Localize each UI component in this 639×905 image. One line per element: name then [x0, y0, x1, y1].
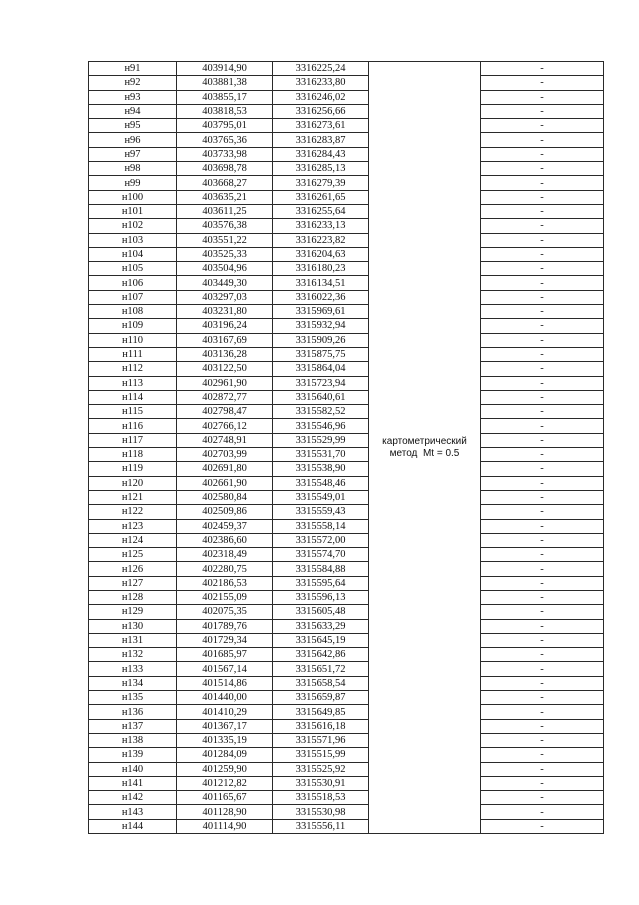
x-coordinate-cell: 403449,30 — [177, 276, 273, 290]
y-coordinate-cell: 3315932,94 — [273, 319, 369, 333]
table-row — [89, 490, 604, 504]
x-coordinate-cell: 403551,22 — [177, 233, 273, 247]
table-row — [89, 405, 604, 419]
table-row — [89, 319, 604, 333]
y-coordinate-cell: 3315525,92 — [273, 762, 369, 776]
note-cell: - — [481, 190, 604, 204]
y-coordinate-cell: 3316225,24 — [273, 62, 369, 76]
table-row — [89, 347, 604, 361]
y-coordinate-cell: 3315518,53 — [273, 791, 369, 805]
y-coordinate-cell: 3316284,43 — [273, 147, 369, 161]
point-name-cell: н106 — [89, 276, 177, 290]
note-cell: - — [481, 448, 604, 462]
y-coordinate-cell: 3315616,18 — [273, 719, 369, 733]
point-name-cell: н134 — [89, 676, 177, 690]
x-coordinate-cell: 402186,53 — [177, 576, 273, 590]
x-coordinate-cell: 402661,90 — [177, 476, 273, 490]
y-coordinate-cell: 3316255,64 — [273, 204, 369, 218]
x-coordinate-cell: 403795,01 — [177, 119, 273, 133]
note-cell: - — [481, 705, 604, 719]
note-cell: - — [481, 576, 604, 590]
note-cell: - — [481, 247, 604, 261]
x-coordinate-cell: 401335,19 — [177, 733, 273, 747]
x-coordinate-cell: 402386,60 — [177, 533, 273, 547]
note-cell: - — [481, 733, 604, 747]
x-coordinate-cell: 403122,50 — [177, 362, 273, 376]
point-name-cell: н110 — [89, 333, 177, 347]
x-coordinate-cell: 402703,99 — [177, 448, 273, 462]
y-coordinate-cell: 3316273,61 — [273, 119, 369, 133]
point-name-cell: н118 — [89, 448, 177, 462]
table-row — [89, 76, 604, 90]
x-coordinate-cell: 402691,80 — [177, 462, 273, 476]
y-coordinate-cell: 3315633,29 — [273, 619, 369, 633]
point-name-cell: н113 — [89, 376, 177, 390]
y-coordinate-cell: 3315642,86 — [273, 648, 369, 662]
y-coordinate-cell: 3315969,61 — [273, 305, 369, 319]
x-coordinate-cell: 401440,00 — [177, 691, 273, 705]
table-row — [89, 62, 604, 76]
x-coordinate-cell: 402580,84 — [177, 490, 273, 504]
x-coordinate-cell: 403698,78 — [177, 162, 273, 176]
note-cell: - — [481, 762, 604, 776]
point-name-cell: н141 — [89, 776, 177, 790]
note-cell: - — [481, 376, 604, 390]
point-name-cell: н115 — [89, 405, 177, 419]
point-name-cell: н94 — [89, 104, 177, 118]
point-name-cell: н96 — [89, 133, 177, 147]
method-text-line1: картометрический — [382, 435, 467, 447]
note-cell: - — [481, 62, 604, 76]
y-coordinate-cell: 3316261,65 — [273, 190, 369, 204]
x-coordinate-cell: 401259,90 — [177, 762, 273, 776]
table-row — [89, 719, 604, 733]
y-coordinate-cell: 3315875,75 — [273, 347, 369, 361]
point-name-cell: н105 — [89, 262, 177, 276]
table-row — [89, 505, 604, 519]
x-coordinate-cell: 403231,80 — [177, 305, 273, 319]
y-coordinate-cell: 3315649,85 — [273, 705, 369, 719]
method-text-line2: метод Mt = 0.5 — [389, 447, 460, 459]
point-name-cell: н144 — [89, 819, 177, 833]
x-coordinate-cell: 402155,09 — [177, 590, 273, 604]
x-coordinate-cell: 403196,24 — [177, 319, 273, 333]
y-coordinate-cell: 3316283,87 — [273, 133, 369, 147]
note-cell: - — [481, 419, 604, 433]
x-coordinate-cell: 401212,82 — [177, 776, 273, 790]
method-cell — [369, 62, 481, 834]
table-row — [89, 262, 604, 276]
point-name-cell: н143 — [89, 805, 177, 819]
note-cell: - — [481, 776, 604, 790]
x-coordinate-cell: 403167,69 — [177, 333, 273, 347]
table-row — [89, 362, 604, 376]
x-coordinate-cell: 401284,09 — [177, 748, 273, 762]
note-cell: - — [481, 691, 604, 705]
table-row — [89, 90, 604, 104]
x-coordinate-cell: 403297,03 — [177, 290, 273, 304]
x-coordinate-cell: 402961,90 — [177, 376, 273, 390]
point-name-cell: н99 — [89, 176, 177, 190]
note-cell: - — [481, 204, 604, 218]
x-coordinate-cell: 403914,90 — [177, 62, 273, 76]
table-row — [89, 247, 604, 261]
point-name-cell: н124 — [89, 533, 177, 547]
point-name-cell: н129 — [89, 605, 177, 619]
table-row — [89, 733, 604, 747]
table-row — [89, 305, 604, 319]
x-coordinate-cell: 401410,29 — [177, 705, 273, 719]
x-coordinate-cell: 401367,17 — [177, 719, 273, 733]
note-cell: - — [481, 347, 604, 361]
point-name-cell: н104 — [89, 247, 177, 261]
point-name-cell: н111 — [89, 347, 177, 361]
point-name-cell: н137 — [89, 719, 177, 733]
note-cell: - — [481, 405, 604, 419]
note-cell: - — [481, 490, 604, 504]
table-row — [89, 533, 604, 547]
y-coordinate-cell: 3316223,82 — [273, 233, 369, 247]
point-name-cell: н100 — [89, 190, 177, 204]
y-coordinate-cell: 3316204,63 — [273, 247, 369, 261]
y-coordinate-cell: 3315574,70 — [273, 548, 369, 562]
y-coordinate-cell: 3315558,14 — [273, 519, 369, 533]
x-coordinate-cell: 401114,90 — [177, 819, 273, 833]
x-coordinate-cell: 403733,98 — [177, 147, 273, 161]
coordinates-table-body — [89, 62, 604, 834]
table-row — [89, 176, 604, 190]
note-cell: - — [481, 233, 604, 247]
y-coordinate-cell: 3315572,00 — [273, 533, 369, 547]
table-row — [89, 290, 604, 304]
point-name-cell: н116 — [89, 419, 177, 433]
note-cell: - — [481, 119, 604, 133]
note-cell: - — [481, 462, 604, 476]
table-row — [89, 562, 604, 576]
x-coordinate-cell: 402318,49 — [177, 548, 273, 562]
table-row — [89, 476, 604, 490]
table-row — [89, 204, 604, 218]
y-coordinate-cell: 3315538,90 — [273, 462, 369, 476]
table-row — [89, 162, 604, 176]
table-row — [89, 219, 604, 233]
x-coordinate-cell: 401729,34 — [177, 633, 273, 647]
x-coordinate-cell: 402872,77 — [177, 390, 273, 404]
note-cell: - — [481, 548, 604, 562]
point-name-cell: н139 — [89, 748, 177, 762]
note-cell: - — [481, 176, 604, 190]
table-row — [89, 819, 604, 833]
table-row — [89, 691, 604, 705]
x-coordinate-cell: 401567,14 — [177, 662, 273, 676]
table-row — [89, 805, 604, 819]
point-name-cell: н123 — [89, 519, 177, 533]
note-cell: - — [481, 748, 604, 762]
y-coordinate-cell: 3315515,99 — [273, 748, 369, 762]
note-cell: - — [481, 791, 604, 805]
point-name-cell: н125 — [89, 548, 177, 562]
note-cell: - — [481, 476, 604, 490]
point-name-cell: н140 — [89, 762, 177, 776]
note-cell: - — [481, 633, 604, 647]
table-row — [89, 548, 604, 562]
y-coordinate-cell: 3316256,66 — [273, 104, 369, 118]
table-row — [89, 419, 604, 433]
point-name-cell: н98 — [89, 162, 177, 176]
x-coordinate-cell: 403881,38 — [177, 76, 273, 90]
note-cell: - — [481, 290, 604, 304]
note-cell: - — [481, 390, 604, 404]
y-coordinate-cell: 3315595,64 — [273, 576, 369, 590]
note-cell: - — [481, 676, 604, 690]
y-coordinate-cell: 3315546,96 — [273, 419, 369, 433]
x-coordinate-cell: 401685,97 — [177, 648, 273, 662]
x-coordinate-cell: 403576,38 — [177, 219, 273, 233]
note-cell: - — [481, 276, 604, 290]
point-name-cell: н138 — [89, 733, 177, 747]
y-coordinate-cell: 3315559,43 — [273, 505, 369, 519]
point-name-cell: н97 — [89, 147, 177, 161]
point-name-cell: н92 — [89, 76, 177, 90]
table-row — [89, 104, 604, 118]
y-coordinate-cell: 3316180,23 — [273, 262, 369, 276]
point-name-cell: н103 — [89, 233, 177, 247]
x-coordinate-cell: 402459,37 — [177, 519, 273, 533]
note-cell: - — [481, 433, 604, 447]
x-coordinate-cell: 402748,91 — [177, 433, 273, 447]
note-cell: - — [481, 533, 604, 547]
table-row — [89, 433, 604, 447]
table-row — [89, 791, 604, 805]
point-name-cell: н128 — [89, 590, 177, 604]
y-coordinate-cell: 3315864,04 — [273, 362, 369, 376]
table-row — [89, 705, 604, 719]
point-name-cell: н114 — [89, 390, 177, 404]
x-coordinate-cell: 403818,53 — [177, 104, 273, 118]
point-name-cell: н108 — [89, 305, 177, 319]
note-cell: - — [481, 333, 604, 347]
note-cell: - — [481, 562, 604, 576]
note-cell: - — [481, 162, 604, 176]
x-coordinate-cell: 403611,25 — [177, 204, 273, 218]
y-coordinate-cell: 3315723,94 — [273, 376, 369, 390]
y-coordinate-cell: 3316022,36 — [273, 290, 369, 304]
note-cell: - — [481, 805, 604, 819]
table-row — [89, 147, 604, 161]
y-coordinate-cell: 3315584,88 — [273, 562, 369, 576]
point-name-cell: н93 — [89, 90, 177, 104]
y-coordinate-cell: 3315605,48 — [273, 605, 369, 619]
note-cell: - — [481, 619, 604, 633]
y-coordinate-cell: 3315530,98 — [273, 805, 369, 819]
point-name-cell: н102 — [89, 219, 177, 233]
y-coordinate-cell: 3315651,72 — [273, 662, 369, 676]
table-row — [89, 519, 604, 533]
table-row — [89, 276, 604, 290]
point-name-cell: н132 — [89, 648, 177, 662]
table-row — [89, 119, 604, 133]
table-row — [89, 390, 604, 404]
y-coordinate-cell: 3315658,54 — [273, 676, 369, 690]
point-name-cell: н109 — [89, 319, 177, 333]
note-cell: - — [481, 76, 604, 90]
table-row — [89, 633, 604, 647]
x-coordinate-cell: 402075,35 — [177, 605, 273, 619]
x-coordinate-cell: 401165,67 — [177, 791, 273, 805]
y-coordinate-cell: 3316285,13 — [273, 162, 369, 176]
point-name-cell: н130 — [89, 619, 177, 633]
point-name-cell: н120 — [89, 476, 177, 490]
table-row — [89, 376, 604, 390]
table-row — [89, 233, 604, 247]
point-name-cell: н107 — [89, 290, 177, 304]
table-row — [89, 462, 604, 476]
table-row — [89, 676, 604, 690]
note-cell: - — [481, 219, 604, 233]
x-coordinate-cell: 401128,90 — [177, 805, 273, 819]
coordinates-table — [88, 61, 604, 834]
x-coordinate-cell: 403635,21 — [177, 190, 273, 204]
note-cell: - — [481, 147, 604, 161]
y-coordinate-cell: 3315659,87 — [273, 691, 369, 705]
note-cell: - — [481, 104, 604, 118]
note-cell: - — [481, 605, 604, 619]
x-coordinate-cell: 402280,75 — [177, 562, 273, 576]
table-row — [89, 648, 604, 662]
table-row — [89, 762, 604, 776]
table-row — [89, 590, 604, 604]
table-row — [89, 133, 604, 147]
point-name-cell: н127 — [89, 576, 177, 590]
y-coordinate-cell: 3315530,91 — [273, 776, 369, 790]
point-name-cell: н131 — [89, 633, 177, 647]
y-coordinate-cell: 3315645,19 — [273, 633, 369, 647]
x-coordinate-cell: 402766,12 — [177, 419, 273, 433]
point-name-cell: н126 — [89, 562, 177, 576]
point-name-cell: н95 — [89, 119, 177, 133]
point-name-cell: н91 — [89, 62, 177, 76]
note-cell: - — [481, 662, 604, 676]
note-cell: - — [481, 648, 604, 662]
table-row — [89, 748, 604, 762]
point-name-cell: н136 — [89, 705, 177, 719]
y-coordinate-cell: 3315909,26 — [273, 333, 369, 347]
point-name-cell: н133 — [89, 662, 177, 676]
x-coordinate-cell: 402509,86 — [177, 505, 273, 519]
y-coordinate-cell: 3315556,11 — [273, 819, 369, 833]
table-row — [89, 605, 604, 619]
point-name-cell: н117 — [89, 433, 177, 447]
x-coordinate-cell: 403136,28 — [177, 347, 273, 361]
y-coordinate-cell: 3315571,96 — [273, 733, 369, 747]
y-coordinate-cell: 3315548,46 — [273, 476, 369, 490]
point-name-cell: н112 — [89, 362, 177, 376]
y-coordinate-cell: 3316246,02 — [273, 90, 369, 104]
point-name-cell: н142 — [89, 791, 177, 805]
note-cell: - — [481, 719, 604, 733]
y-coordinate-cell: 3316279,39 — [273, 176, 369, 190]
y-coordinate-cell: 3315596,13 — [273, 590, 369, 604]
note-cell: - — [481, 590, 604, 604]
note-cell: - — [481, 90, 604, 104]
note-cell: - — [481, 133, 604, 147]
table-row — [89, 333, 604, 347]
note-cell: - — [481, 819, 604, 833]
x-coordinate-cell: 401514,86 — [177, 676, 273, 690]
table-row — [89, 576, 604, 590]
y-coordinate-cell: 3316233,13 — [273, 219, 369, 233]
table-row — [89, 448, 604, 462]
table-row — [89, 619, 604, 633]
x-coordinate-cell: 401789,76 — [177, 619, 273, 633]
note-cell: - — [481, 519, 604, 533]
note-cell: - — [481, 262, 604, 276]
point-name-cell: н121 — [89, 490, 177, 504]
point-name-cell: н119 — [89, 462, 177, 476]
x-coordinate-cell: 403855,17 — [177, 90, 273, 104]
note-cell: - — [481, 319, 604, 333]
note-cell: - — [481, 505, 604, 519]
y-coordinate-cell: 3316233,80 — [273, 76, 369, 90]
note-cell: - — [481, 362, 604, 376]
x-coordinate-cell: 403668,27 — [177, 176, 273, 190]
x-coordinate-cell: 403765,36 — [177, 133, 273, 147]
x-coordinate-cell: 402798,47 — [177, 405, 273, 419]
x-coordinate-cell: 403504,96 — [177, 262, 273, 276]
y-coordinate-cell: 3315582,52 — [273, 405, 369, 419]
y-coordinate-cell: 3315640,61 — [273, 390, 369, 404]
y-coordinate-cell: 3315549,01 — [273, 490, 369, 504]
point-name-cell: н101 — [89, 204, 177, 218]
note-cell: - — [481, 305, 604, 319]
y-coordinate-cell: 3315529,99 — [273, 433, 369, 447]
y-coordinate-cell: 3315531,70 — [273, 448, 369, 462]
table-row — [89, 662, 604, 676]
point-name-cell: н122 — [89, 505, 177, 519]
table-row — [89, 190, 604, 204]
table-row — [89, 776, 604, 790]
point-name-cell: н135 — [89, 691, 177, 705]
y-coordinate-cell: 3316134,51 — [273, 276, 369, 290]
x-coordinate-cell: 403525,33 — [177, 247, 273, 261]
